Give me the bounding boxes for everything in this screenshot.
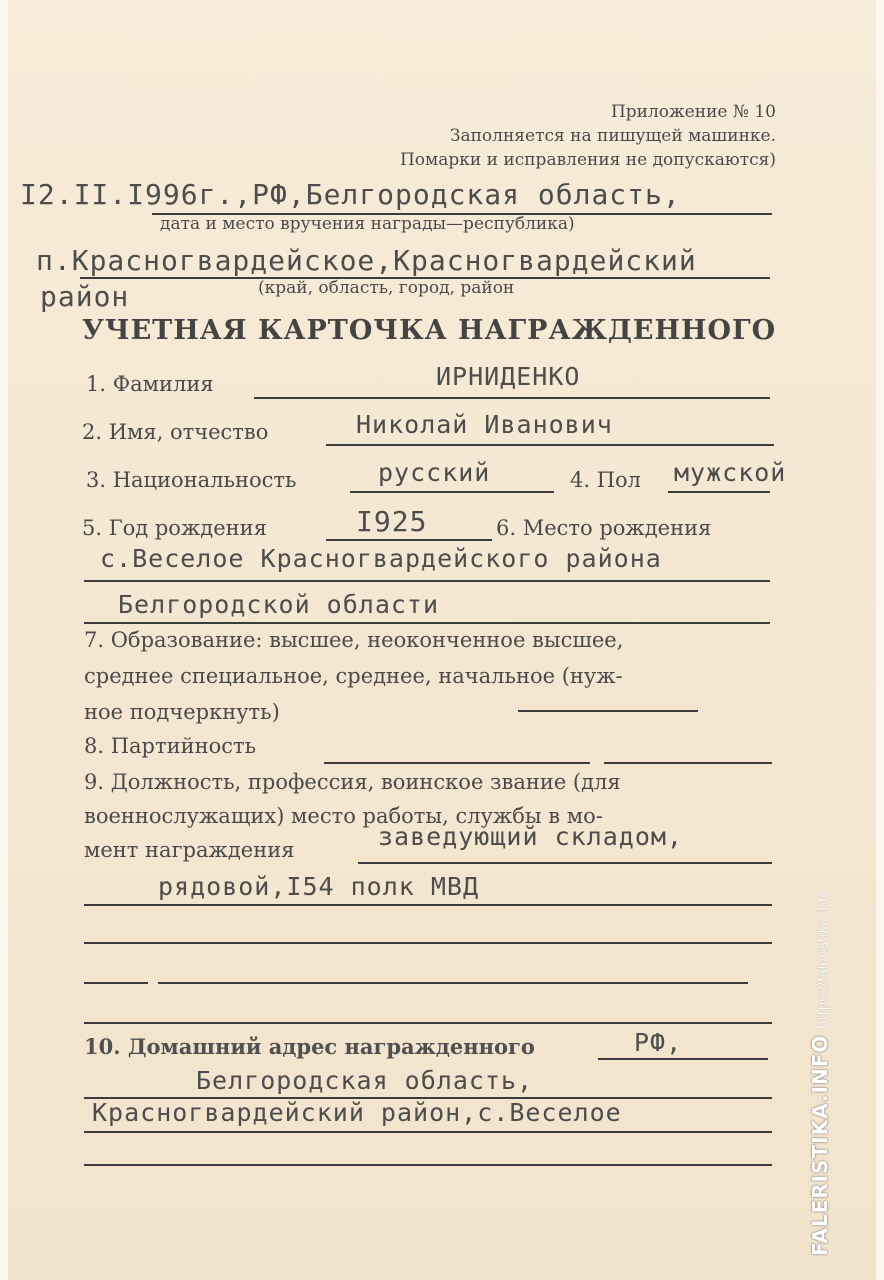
home-address-rule-1: [598, 1058, 768, 1060]
birth-place-value-line2: Белгородской области: [118, 590, 440, 619]
birth-place-rule-2: [84, 622, 770, 624]
award-location-caption: (край, область, город, район: [258, 278, 515, 298]
education-underline: [518, 710, 698, 712]
position-line-2: военнослужащих) место работы, службы в мо-: [84, 804, 603, 828]
sex-value: мужской: [674, 458, 787, 487]
watermark: [808, 890, 832, 1256]
award-location-continued: район: [40, 280, 130, 313]
appendix-number: Приложение № 10: [610, 102, 776, 122]
position-rule-1: [358, 862, 772, 864]
nationality-value: русский: [378, 458, 491, 487]
name-patronymic-label: 2. Имя, отчество: [82, 420, 269, 444]
typewriter-instruction: Заполняется на пишущей машинке.: [449, 126, 776, 146]
birth-year-value: I925: [356, 505, 428, 538]
position-rule-5: [84, 1022, 772, 1024]
birth-place-label: 6. Место рождения: [496, 516, 712, 540]
card-left-edge: [0, 0, 8, 1280]
party-membership-label: 8. Партийность: [84, 734, 257, 758]
home-address-value-line2: Белгородская область,: [196, 1066, 534, 1095]
position-rule-4b: [158, 982, 748, 984]
birth-place-rule-1: [84, 580, 770, 582]
no-corrections-instruction: Помарки и исправления не допускаются): [399, 150, 776, 170]
education-line-1: 7. Образование: высшее, неоконченное высшее,: [84, 628, 624, 652]
position-value-line1: заведующий складом,: [378, 822, 683, 851]
education-line-3: ное подчеркнуть): [84, 700, 280, 724]
home-address-rule-4: [84, 1164, 772, 1166]
card-title: УЧЕТНАЯ КАРТОЧКА НАГРАЖДЕННОГО: [82, 315, 777, 346]
sex-label: 4. Пол: [570, 468, 642, 492]
award-location-value: п.Красногвардейское,Красногвардейский: [36, 244, 697, 277]
nationality-rule: [350, 491, 554, 493]
watermark-url: https://faleristika.info: [816, 889, 831, 1029]
birth-place-value-line1: с.Веселое Красногвардейского района: [100, 544, 662, 573]
position-rule-3: [84, 942, 772, 944]
position-rule-2: [84, 904, 772, 906]
home-address-label: 10. Домашний адрес награжденного: [84, 1034, 535, 1059]
surname-label: 1. Фамилия: [86, 372, 214, 396]
surname-rule: [254, 397, 770, 399]
position-rule-4a: [84, 982, 148, 984]
card-right-edge: [876, 0, 884, 1280]
award-date-place-caption: дата и место вручения награды—республика): [160, 214, 575, 234]
party-rule-1: [324, 762, 590, 764]
award-date-place-value: I2.II.I996г.,РФ,Белгородская область,: [20, 178, 681, 211]
surname-value: ИРНИДЕНКО: [436, 362, 581, 391]
home-address-value-line3: Красногвардейский район,с.Веселое: [92, 1098, 622, 1127]
birth-year-label: 5. Год рождения: [82, 516, 267, 540]
education-line-2: среднее специальное, среднее, начальное (нуж-: [84, 664, 623, 688]
nationality-label: 3. Национальность: [86, 468, 297, 492]
name-patronymic-value: Николай Иванович: [356, 410, 613, 439]
home-address-rule-3: [84, 1131, 772, 1133]
position-value-line2: рядовой,I54 полк МВД: [158, 872, 480, 901]
position-line-1: 9. Должность, профессия, воинское звание (для: [84, 770, 621, 794]
position-line-3: мент награждения: [84, 838, 295, 862]
name-patronymic-rule: [326, 444, 774, 446]
birth-year-rule: [326, 539, 492, 541]
party-rule-2: [604, 762, 772, 764]
home-address-value-line1: РФ,: [634, 1028, 683, 1057]
sex-rule: [668, 491, 770, 493]
watermark-brand: FALERISTIKA.INFO: [808, 1034, 832, 1256]
